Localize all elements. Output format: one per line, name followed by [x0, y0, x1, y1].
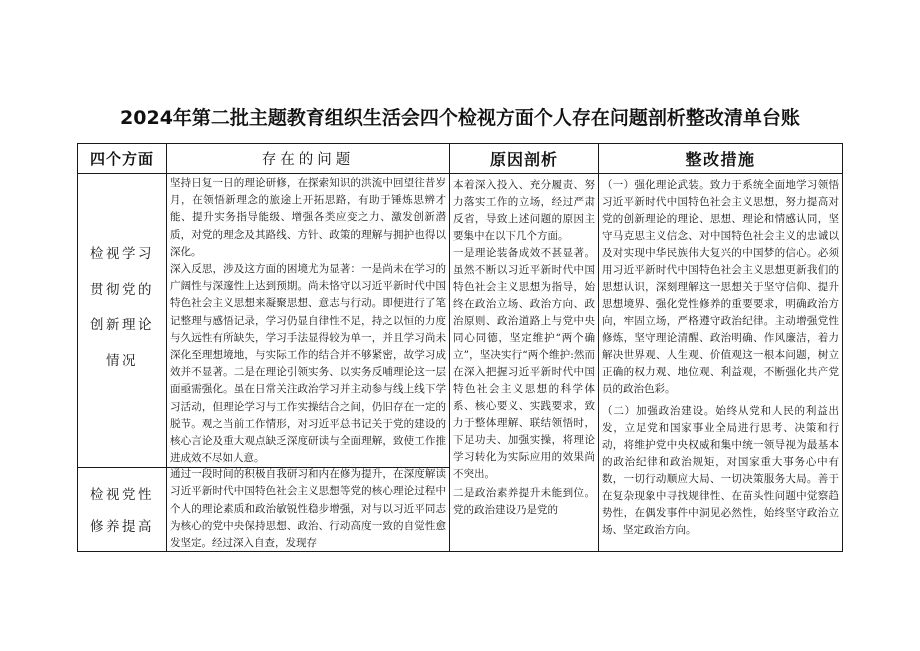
column-header-measures: 整改措施 — [598, 143, 843, 174]
problem-paragraph: 通过一段时间的积极自我研习和内在修为提升，在深度解读习近平新时代中国特色社会主义思想等党的核心理论过程中个人的理论素质和政治敏锐性稳步增强，对与以习近平同志为核心的党中央保持思想、政治、行动高度一致的自觉性愈发坚定。经过深入自查，发现存 — [170, 468, 446, 549]
rectification-table — [77, 143, 843, 552]
cause-paragraph: 一是理论装备成效不甚显著。虽然不断以习近平新时代中国特色社会主义思想为指导，始终在政治立场、政治方向、政治原则、政治道路上与党中央同心同德，坚定维护“两个确立”，坚决实行“两个维护:然而在深入把握习近平新时代中国特色社会主义思想的科学体系、核心要义、实践要求，致力于整体理解、联结领悟时，下足功夫、加强实操，将理论学习转化为实际应用的效果尚不突出。 — [453, 247, 595, 480]
column-header-causes: 原因剖析 — [449, 143, 599, 174]
problem-paragraph: 坚持日复一日的理论研修，在探索知识的洪流中回望往昔岁月，在领悟新理念的旅途上开拓思路，有助于锤炼思辨才能、提升实务指导能级、增强各类应变之力、激发创新潜质，对党的理念及其路线、方针、政策的理解与拥护也得以深化。 — [170, 177, 446, 258]
problems-cell — [166, 173, 450, 468]
problems-cell — [166, 467, 450, 552]
cause-paragraph: 二是政治素养提升未能到位。党的政治建设乃是党的 — [453, 487, 595, 516]
measures-cell — [598, 173, 843, 552]
aspect-cell — [77, 173, 167, 468]
column-header-aspects: 四个方面 — [77, 143, 167, 174]
measure-paragraph: （一）强化理论武装。致力于系统全面地学习领悟习近平新时代中国特色社会主义思想，努力提高对党的创新理论的理论、思想、理论和情感认同，坚守马克思主义信念、对中国特色社会主义的忠诚以及对实现中华民族伟大复兴的中国梦的信心。必须用习近平新时代中国特色社会主义思想更新我们的思想认识，深刻理解这一思想关于坚守信仰、提升思想境界、强化党性修养的重要要求，明确政治方向，牢固立场，严格遵守政治纪律。主动增强党性修炼，坚守理论清醒、政治明确、作风廉洁，着力解决世界观、人生观、价值观这一根本问题，树立正确的权力观、地位观、利益观，不断强化共产党员的政治色彩。 — [602, 179, 839, 395]
page-title: 2024年第二批主题教育组织生活会四个检视方面个人存在问题剖析整改清单台账 — [120, 107, 800, 129]
aspect-cell — [77, 467, 167, 552]
aspect-label: 检视学习贯彻党的创新理论情况 — [90, 246, 154, 370]
problem-paragraph: 深入反思，涉及这方面的困境尤为显著：一是尚未在学习的广阔性与深邃性上达到预期。尚未恪守以习近平新时代中国特色社会主义思想来凝聚思想、意志与行动。即便进行了笔记整理与感悟记录，学习仍显自律性不足，持之以恒的力度与久远性有所缺失，学习手法显得较为单一，并且学习尚未深化至理想境地，与实际工作的结合并不够紧密，故学习成效并不显著。二是在理论引领实务、以实务反哺理论这一层面亟需强化。虽在日常关注政治学习并主动参与线上线下学习活动，但理论学习与工作实操结合之间，仍旧存在一定的脱节。观之当前工作情形，对习近平总书记关于党的建设的核心言论及重大观点缺乏深度研读与全面理解，致使工作推进成效不尽如人意。 — [170, 263, 446, 465]
causes-cell — [449, 173, 599, 552]
measure-paragraph: （二）加强政治建设。始终从党和人民的利益出发，立足党和国家事业全局进行思考、决策和行动，将维护党中央权威和集中统一领导视为最基本的政治纪律和政治规矩，对国家重大事务心中有数，一切行动顺应大局、一切决策服务大局。善于在复杂现象中寻找规律性、在苗头性问题中觉察趋势性，在偶发事件中洞见必然性，始终坚守政治立场、坚定政治方向。 — [602, 405, 839, 536]
cause-paragraph: 本着深入投入、充分履责、努力落实工作的立场，经过严肃反省，导致上述问题的原因主要集中在以下几个方面。 — [453, 179, 595, 242]
aspect-label: 检视党性修养提高 — [90, 487, 154, 535]
column-header-problems: 存在的问题 — [166, 143, 450, 174]
